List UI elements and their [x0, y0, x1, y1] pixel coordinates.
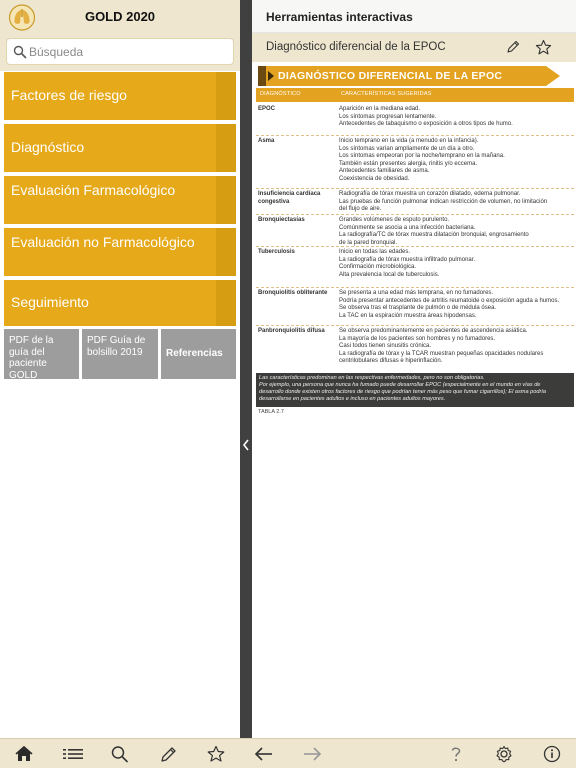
menu-item-label: Evaluación no Farmacológico — [11, 234, 195, 250]
features-cell — [339, 217, 571, 247]
row-separator — [256, 188, 574, 189]
resource-label: Referencias — [166, 348, 223, 359]
star-icon[interactable] — [206, 745, 226, 763]
resource-label: PDF Guía de bolsillo 2019 — [87, 335, 146, 358]
feature-line: La radiografía de tórax muestra infiltrado pulmonar. — [339, 256, 476, 263]
table-row — [256, 106, 574, 136]
search-icon — [13, 45, 27, 59]
footnote-line: desarrollarse en pacientes adultos e incluso en pacientes adultos mayores. — [259, 396, 446, 402]
pencil-icon[interactable] — [506, 40, 520, 54]
feature-line: Los síntomas empeoran por la noche/temprano en la mañana. — [339, 153, 505, 160]
footnote-line: Por ejemplo, una persona que nunca ha fumado puede desarrollar EPOC (especialmente en el mundo en vías de — [259, 382, 541, 388]
table-header — [256, 88, 574, 102]
feature-line: Antecedentes familiares de asma. — [339, 168, 430, 175]
menu-item-evaluacion-no-farmacologico[interactable] — [4, 228, 236, 276]
feature-line: Se observa tras el trasplante de pulmón o de médula ósea. — [339, 305, 497, 312]
feature-line: del flujo de aire. — [339, 206, 382, 213]
content-header — [252, 0, 576, 33]
table-reference: TABLA 2.7 — [258, 409, 284, 415]
table-row — [256, 191, 574, 215]
menu-item-evaluacion-farmacologico[interactable] — [4, 176, 236, 224]
row-separator — [256, 325, 574, 326]
document-viewer[interactable] — [252, 62, 576, 738]
search-input[interactable] — [29, 43, 229, 61]
feature-line: Alta prevalencia local de tuberculosis. — [339, 271, 440, 278]
gear-icon[interactable] — [494, 745, 514, 763]
feature-line: Inicio temprano en la vida (a menudo en la infancia). — [339, 138, 479, 144]
footnote-line: Las características predominan en las respectivas enfermedades, pero no son obligatorias. — [259, 375, 485, 381]
content-pane — [252, 0, 576, 738]
resource-label: PDF de la guía del paciente GOLD — [9, 335, 54, 381]
column-header-diagnosis: DIAGNÓSTICO — [260, 91, 301, 97]
features-cell — [339, 106, 571, 129]
list-icon[interactable] — [62, 745, 84, 763]
feature-line: Se presenta a una edad más temprana, en no fumadores. — [339, 290, 494, 296]
menu-item-label: Factores de riesgo — [11, 87, 127, 103]
feature-line: Inicio en todas las edades. — [339, 249, 411, 255]
feature-line: Radiografía de tórax muestra un corazón dilatado, edema pulmonar. — [339, 191, 521, 197]
info-icon[interactable] — [542, 745, 562, 763]
diagnosis-cell: Tuberculosis — [258, 249, 295, 255]
document-subheader — [252, 33, 576, 62]
footnote-line: desarrollo donde existen otros factores de riesgo que podrían tener más peso que fumar cigarrillos); El asma podría — [259, 389, 546, 395]
features-cell — [339, 191, 571, 214]
resource-pdf-pocket-guide[interactable] — [82, 329, 158, 379]
column-header-features: CARACTERÍSTICAS SUGERIDAS — [341, 91, 432, 97]
feature-line: Coexistencia de obesidad. — [339, 175, 410, 182]
diagnosis-cell: Panbronquiolitis difusa — [258, 328, 325, 334]
feature-line: de la pared bronquial. — [339, 239, 398, 246]
feature-line: La TAC en la espiración muestra áreas hipodensas. — [339, 312, 477, 319]
bottom-toolbar — [0, 738, 576, 768]
diagnosis-cell: Asma — [258, 138, 275, 144]
app-title: GOLD 2020 — [84, 9, 156, 24]
table-footnote — [256, 373, 574, 407]
row-separator — [256, 246, 574, 247]
menu-item-factores-de-riesgo[interactable] — [4, 72, 236, 120]
feature-line: Comúnmente se asocia a una infección bacteriana. — [339, 224, 476, 231]
help-icon[interactable] — [446, 745, 466, 763]
features-cell — [339, 249, 571, 279]
feature-line: Casi todos tienen sinusitis crónica. — [339, 343, 432, 350]
search-box[interactable] — [6, 38, 234, 65]
feature-line: Los síntomas varían ampliamente de un día a otro. — [339, 145, 475, 152]
document-title: Diagnóstico diferencial de la EPOC — [266, 41, 446, 53]
features-cell — [339, 138, 571, 184]
document-banner-title: DIAGNÓSTICO DIFERENCIAL DE LA EPOC — [278, 70, 503, 82]
diagnosis-cell: Bronquiectasias — [258, 217, 305, 223]
table-row — [256, 217, 574, 247]
resource-references[interactable] — [161, 329, 236, 379]
feature-line: Se observa predominantemente en pacientes de ascendencia asiática. — [339, 328, 528, 334]
feature-line: La radiografía de tórax y la TCAR muestran pequeñas opacidades nodulares — [339, 350, 544, 357]
features-cell — [339, 328, 571, 366]
menu-item-seguimiento[interactable] — [4, 280, 236, 326]
table-row — [256, 290, 574, 326]
table-row — [256, 138, 574, 189]
feature-line: Aparición en la mediana edad. — [339, 106, 421, 112]
features-cell — [339, 290, 571, 320]
navigation-pane — [0, 0, 240, 738]
feature-line: Las pruebas de función pulmonar indican restricción de volumen, no limitación — [339, 198, 548, 205]
content-title: Herramientas interactivas — [266, 10, 413, 24]
feature-line: La radiografía/TC de tórax muestra dilatación bronquial, engrosamiento — [339, 232, 529, 239]
diagnosis-cell: Bronquiolitis obliterante — [258, 290, 328, 296]
row-separator — [256, 135, 574, 136]
feature-line: centrilobulares difusas e hiperinflación. — [339, 358, 443, 365]
star-icon[interactable] — [535, 39, 552, 56]
pencil-icon[interactable] — [158, 745, 178, 763]
chevron-left-icon — [242, 439, 250, 451]
collapse-pane-handle[interactable] — [240, 432, 252, 458]
search-bar — [0, 33, 240, 71]
feature-line: Podría presentar antecedentes de artritis reumatoide o exposición aguda a humos. — [339, 297, 560, 304]
menu-item-label: Diagnóstico — [11, 139, 85, 155]
arrow-right-icon[interactable] — [302, 745, 322, 763]
row-separator — [256, 214, 574, 215]
search-icon[interactable] — [110, 745, 130, 763]
row-separator — [256, 287, 574, 288]
pane-divider[interactable] — [240, 0, 252, 738]
feature-line: Grandes volúmenes de esputo purulento. — [339, 217, 450, 223]
diagnosis-cell: EPOC — [258, 106, 276, 112]
menu-item-label: Seguimiento — [11, 294, 89, 310]
diagnosis-cell: Insuficiencia cardíaca congestiva — [258, 191, 321, 205]
resource-pdf-patient-guide[interactable] — [4, 329, 79, 379]
document-banner — [258, 66, 564, 86]
table-row — [256, 249, 574, 288]
arrow-left-icon[interactable] — [254, 745, 274, 763]
menu-item-diagnostico[interactable] — [4, 124, 236, 172]
banner-arrow-icon — [268, 71, 274, 81]
menu-item-label: Evaluación Farmacológico — [11, 182, 176, 198]
feature-line: Antecedentes de tabaquismo o exposición a otros tipos de humo. — [339, 121, 513, 128]
feature-line: La mayoría de los pacientes son hombres y no fumadores. — [339, 335, 496, 342]
home-icon[interactable] — [14, 745, 34, 763]
app-header — [0, 0, 240, 33]
feature-line: Los síntomas progresan lentamente. — [339, 113, 437, 120]
feature-line: Confirmación microbiológica. — [339, 264, 417, 271]
feature-line: También están presentes alergia, rinitis y/o eccema. — [339, 160, 478, 167]
table-row — [256, 328, 574, 370]
